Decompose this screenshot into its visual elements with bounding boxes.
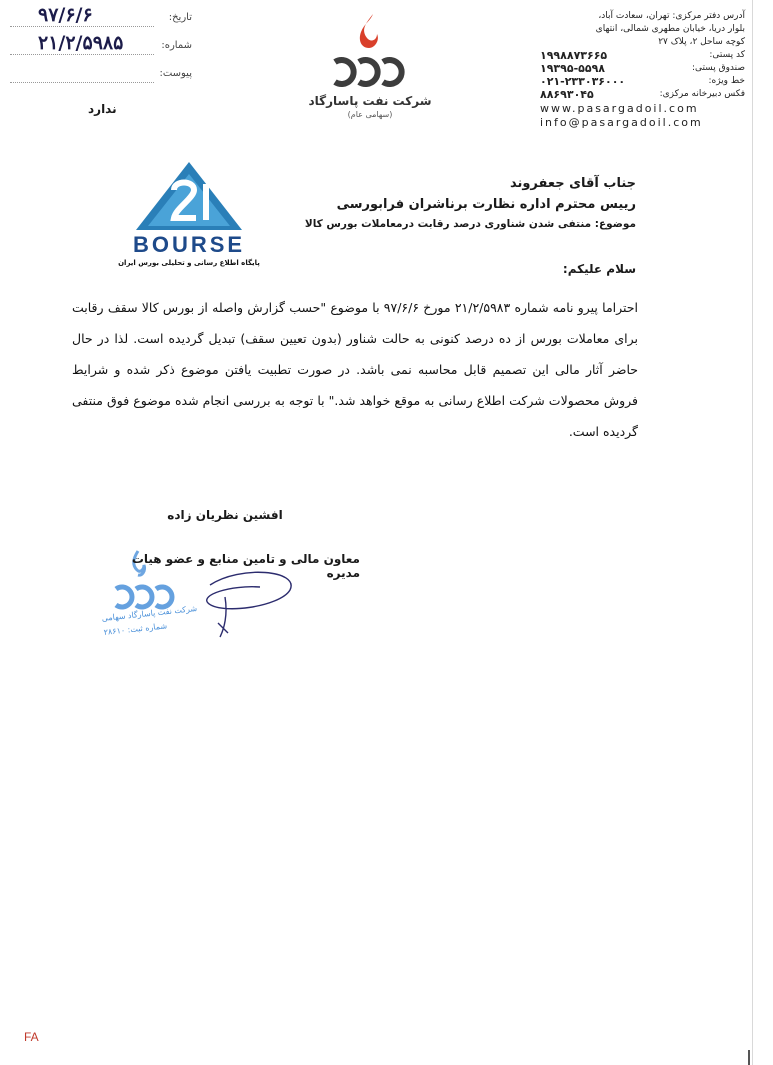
bourse-subtitle: پایگاه اطلاع رسانی و تحلیلی بورس ایران (118, 259, 260, 267)
bourse-triangle-icon (134, 160, 244, 232)
stamp-text-1: شرکت نفت پاسارگاد سهامی (101, 604, 198, 623)
company-name: شرکت نفت پاسارگاد (308, 94, 432, 108)
email-link[interactable]: info@pasargadoil.com (540, 116, 703, 129)
greeting: سلام علیکم: (562, 262, 636, 276)
hotline-row (540, 75, 745, 88)
hotline: ۰۲۱-۲۳۳۰۳۶۰۰۰ (540, 75, 626, 88)
stamp-text-2: شماره ثبت: ۲۸۶۱۰ (103, 621, 168, 637)
bourse-logo (118, 160, 260, 267)
address-line-1: آدرس دفتر مرکزی: تهران، سعادت آباد، (598, 11, 745, 21)
attachment-row (8, 62, 198, 90)
number-value: ۲۱/۲/۵۹۸۵ (38, 32, 124, 54)
attachment-dotted-line (10, 82, 154, 83)
signer-name: افشین نظریان زاده (167, 508, 283, 522)
scan-edge-mark (748, 1050, 750, 1065)
letter-subject: موضوع: منتفی شدن شناوری درصد رقابت درمعاملات بورس کالا (304, 218, 636, 230)
recipient-title: رییس محترم اداره نظارت برناشران فرابورسی (336, 197, 636, 212)
po-box-label: صندوق پستی: (691, 63, 745, 73)
letter-body: احتراما پیرو نامه شماره ۲۱/۲/۵۹۸۳ مورخ ۹۷/۶/۶ با موضوع "حسب گزارش واصله از بورس کالا سقف رقابت برای معاملات بورس از ده درصد کنونی به حالت شناور (بدون تعیین سقف) تبدیل گردیده است. لذا در حال حاضر آثار مالی این تصمیم قابل محاسبه نمی باشد. در صورت تطبیت یافتن موضوع ذکر شده و شرایط فروش محصولات شرکت اطلاع رسانی به موقع خواهد شد." با توجه به بررسی انجام شده موضوع فوق منتفی گردیده است. (72, 300, 638, 439)
attachment-label: پیوست: (159, 68, 192, 79)
postal-code: ۱۹۹۸۸۷۳۶۶۵ (540, 49, 608, 62)
postal-code-row (540, 49, 745, 62)
date-dotted-line (10, 26, 154, 27)
po-box: ۱۹۳۹۵-۵۵۹۸ (540, 62, 605, 75)
fax: ۸۸۶۹۳۰۴۵ (540, 88, 594, 101)
address-line-2: بلوار دریا، خیابان مطهری شمالی، انتهای (595, 24, 745, 34)
letter-meta (8, 4, 198, 116)
date-value: ۹۷/۶/۶ (38, 4, 93, 26)
number-label: شماره: (161, 40, 192, 51)
scan-edge (752, 0, 753, 1065)
fax-label: فکس دبیرخانه مرکزی: (659, 89, 745, 99)
language-code: FA (24, 1030, 39, 1044)
website-link[interactable]: www.pasargadoil.com (540, 102, 699, 115)
number-dotted-line (10, 54, 154, 55)
fax-row (540, 88, 745, 101)
po-box-row (540, 62, 745, 75)
company-logo-icon (325, 10, 415, 88)
date-label: تاریخ: (168, 12, 192, 23)
recipient-name: جناب آقای جعفروند (509, 176, 636, 191)
bourse-wordmark: BOURSE (132, 232, 246, 257)
company-type: (سهامی عام) (347, 110, 393, 119)
date-row (8, 6, 198, 34)
signer-position: معاون مالی و تامین منابع و عضو هیات مدیره (131, 552, 360, 580)
hotline-label: خط ویژه: (708, 76, 745, 86)
contact-block (540, 10, 745, 129)
number-row (8, 34, 198, 62)
signature-icon (207, 572, 291, 637)
attachment-value: ندارد (88, 102, 117, 116)
address-line-3: کوچه ساحل ۲، پلاک ۲۷ (658, 37, 745, 47)
postal-code-label: کد پستی: (709, 50, 745, 60)
addressee-block (300, 176, 636, 236)
company-header (300, 10, 440, 119)
